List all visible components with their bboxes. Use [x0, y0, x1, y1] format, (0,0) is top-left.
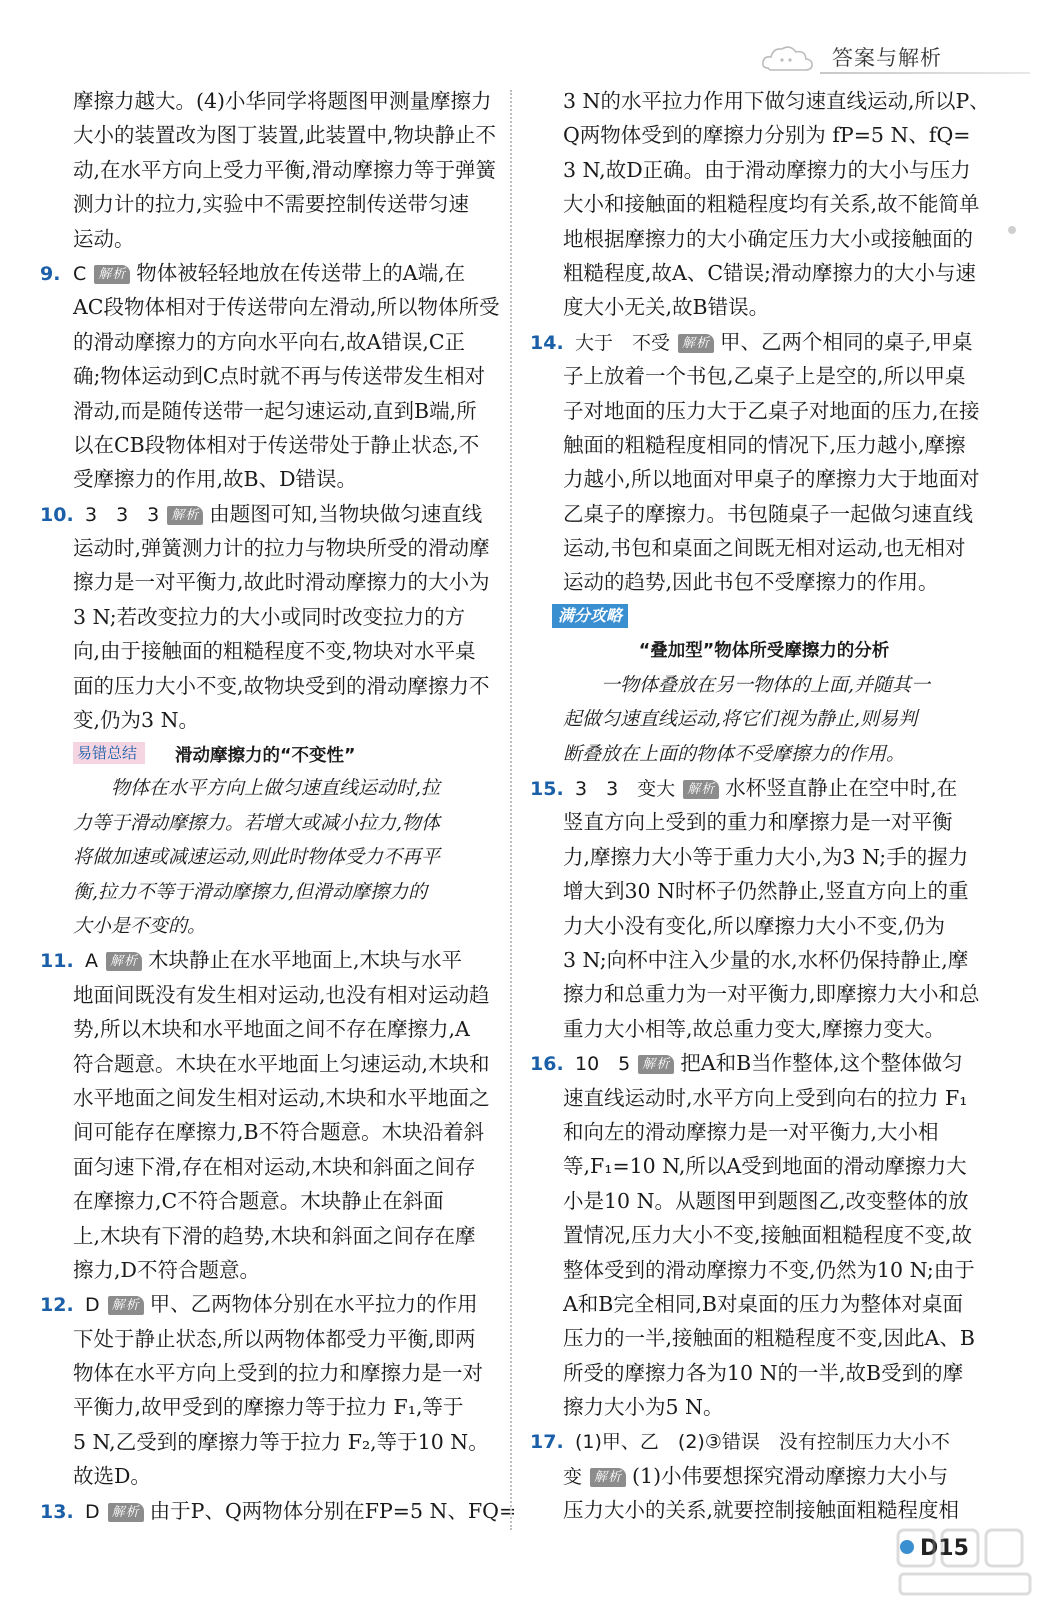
tip-text-line: 力等于滑动摩擦力。若增大或减小拉力,物体	[73, 811, 441, 834]
question-text: 甲、乙两个相同的桌子,甲桌	[720, 329, 973, 354]
jiexi-tag: 解析	[683, 780, 719, 799]
question-number: 14.	[530, 331, 564, 354]
question-line	[530, 325, 973, 359]
tip-text-line: 物体在水平方向上做匀速直线运动时,拉	[73, 777, 441, 800]
text-line: 符合题意。木块在水平地面上匀速运动,木块和	[73, 1051, 490, 1076]
text-line: 地根据摩擦力的大小确定压力大小或接触面的	[563, 226, 973, 251]
answer-text: 变	[563, 1465, 583, 1488]
text-line: 所受的摩擦力各为10 N的一半,故B受到的摩	[563, 1360, 964, 1385]
text-line: 面匀速下滑,存在相对运动,木块和斜面之间存	[73, 1154, 476, 1179]
answer-text: 3 3 变大	[575, 778, 676, 801]
answer-text: 10 5	[575, 1053, 631, 1076]
text-line: 力大小没有变化,所以摩擦力大小不变,仍为	[563, 913, 946, 938]
jiexi-tag: 解析	[106, 952, 142, 971]
tip-text-line: 将做加速或减速运动,则此时物体受力不再平	[73, 846, 441, 869]
question-number: 16.	[530, 1053, 564, 1076]
question-number: 15.	[530, 778, 564, 801]
text-line: 触面的粗糙程度相同的情况下,压力越小,摩擦	[563, 432, 966, 457]
text-line: 摩擦力越大。(4)小华同学将题图甲测量摩擦力	[73, 89, 492, 113]
jiexi-tag: 解析	[94, 265, 130, 284]
jiexi-tag: 解析	[638, 1055, 674, 1074]
right-column	[530, 84, 990, 1528]
text-line: 子上放着一个书包,乙桌子上是空的,所以甲桌	[563, 364, 966, 389]
question-text: 把A和B当作整体,这个整体做匀	[680, 1051, 963, 1076]
text-line: 度大小无关,故B错误。	[563, 295, 770, 320]
question-text: 由于P、Q两物体分别在FP=5 N、FQ=	[149, 1498, 517, 1523]
text-line: 故选D。	[73, 1464, 151, 1489]
text-line: AC段物体相对于传送带向左滑动,所以物体所受	[73, 295, 500, 320]
text-line: 大小的装置改为图丁装置,此装置中,物块静止不	[73, 123, 497, 148]
text-line: A和B完全相同,B对桌面的压力为整体对桌面	[563, 1291, 963, 1316]
question-number: 9.	[40, 262, 61, 285]
tip-text-line: 一物体叠放在另一物体的上面,并随其一	[563, 673, 931, 696]
text-line	[530, 1459, 965, 1493]
jiexi-tag: 解析	[167, 506, 203, 525]
text-line: 运动时,弹簧测力计的拉力与物块所受的滑动摩	[73, 536, 490, 561]
text-line: 小是10 N。从题图甲到题图乙,改变整体的放	[563, 1188, 969, 1213]
text-line: 运动,书包和桌面之间既无相对运动,也无相对	[563, 536, 966, 561]
text-line: 势,所以木块和水平地面之间不存在摩擦力,A	[73, 1017, 470, 1042]
answer-text: (1)甲、乙 (2)③错误 没有控制压力大小不	[575, 1431, 950, 1454]
text-line: 速直线运动时,水平方向上受到向右的拉力 F₁	[563, 1085, 968, 1110]
strategy-box-heading: “叠加型”物体所受摩擦力的分析	[638, 640, 890, 661]
question-line	[530, 1424, 965, 1458]
text-line: 面的压力大小不变,故物块受到的滑动摩擦力不	[73, 673, 490, 698]
text-line: 确;物体运动到C点时就不再与传送带发生相对	[73, 364, 486, 389]
jiexi-tag: 解析	[590, 1468, 626, 1487]
error-summary-label: 易错总结	[73, 742, 145, 764]
text-line: 下处于静止状态,所以两物体都受力平衡,即两	[73, 1326, 476, 1351]
text-line: 的滑动摩擦力的方向水平向右,故A错误,C正	[73, 329, 466, 354]
left-column	[40, 84, 517, 1528]
text-line: 动,在水平方向上受力平衡,滑动摩擦力等于弹簧	[73, 157, 497, 182]
text-line: 压力的一半,接触面的粗糙程度不变,因此A、B	[563, 1326, 975, 1351]
text-line: 等,F₁=10 N,所以A受到地面的滑动摩擦力大	[563, 1154, 967, 1179]
question-text: 木块静止在水平地面上,木块与水平	[148, 948, 463, 973]
strategy-box-title	[530, 600, 965, 634]
question-line	[530, 1046, 965, 1080]
analysis-text: (1)小伟要想探究滑动摩擦力大小与	[632, 1463, 949, 1488]
tip-text-line: 大小是不变的。	[73, 914, 207, 937]
text-line: 子对地面的压力大于乙桌子对地面的压力,在接	[563, 398, 980, 423]
text-line: 置情况,压力大小不变,接触面粗糙程度不变,故	[563, 1223, 973, 1248]
text-line: 间可能存在摩擦力,B不符合题意。木块沿着斜	[73, 1120, 485, 1145]
question-number: 10.	[40, 503, 74, 526]
jiexi-tag: 解析	[108, 1503, 144, 1522]
text-line: 向,由于接触面的粗糙程度不变,物块对水平桌	[73, 639, 476, 664]
text-line: 力,摩擦力大小等于重力大小,为3 N;手的握力	[563, 844, 969, 869]
column-divider	[510, 90, 512, 1530]
answer-text: 大于 不受	[575, 331, 671, 354]
text-line: 和向左的滑动摩擦力是一对平衡力,大小相	[563, 1119, 939, 1144]
header-title: 答案与解析	[832, 46, 942, 70]
text-line: 整体受到的滑动摩擦力不变,仍然为10 N;由于	[563, 1257, 975, 1282]
cloud-icon	[760, 38, 816, 78]
text-line: 地面间既没有发生相对运动,也没有相对运动趋	[73, 982, 490, 1007]
text-line: 粗糙程度,故A、C错误;滑动摩擦力的大小与速	[563, 260, 976, 285]
question-line	[40, 256, 475, 290]
text-line: 运动。	[73, 226, 135, 251]
page-number-text: D15	[920, 1536, 969, 1561]
text-line: 上,木块有下滑的趋势,木块和斜面之间存在摩	[73, 1223, 476, 1248]
question-number: 12.	[40, 1294, 74, 1317]
question-text: 甲、乙两物体分别在水平拉力的作用	[149, 1292, 478, 1317]
text-line: 3 N的水平拉力作用下做匀速直线运动,所以P、	[563, 89, 990, 113]
answer-text: C	[73, 262, 87, 285]
text-line: 在摩擦力,C不符合题意。木块静止在斜面	[73, 1189, 444, 1214]
question-text: 水杯竖直静止在空中时,在	[725, 776, 958, 801]
text-line: 受摩擦力的作用,故B、D错误。	[73, 467, 358, 492]
text-line: 竖直方向上受到的重力和摩擦力是一对平衡	[563, 810, 953, 835]
answer-text: D	[85, 1500, 100, 1523]
tip-text-line: 起做匀速直线运动,将它们视为静止,则易判	[563, 708, 918, 731]
text-line: 大小和接触面的粗糙程度均有关系,故不能简单	[563, 192, 980, 217]
text-line: 擦力,D不符合题意。	[73, 1257, 260, 1282]
answer-text: 3 3 3	[85, 503, 160, 526]
text-line: 擦力是一对平衡力,故此时滑动摩擦力的大小为	[73, 570, 490, 595]
full-score-label: 满分攻略	[552, 604, 628, 628]
text-line: 3 N;若改变拉力的大小或同时改变拉力的方	[73, 604, 466, 629]
question-number: 13.	[40, 1500, 74, 1523]
question-line	[40, 1287, 478, 1321]
question-line	[40, 497, 483, 531]
text-line: 3 N;向杯中注入少量的水,水杯仍保持静止,摩	[563, 947, 969, 972]
question-line	[40, 1494, 517, 1528]
question-line	[40, 943, 475, 977]
watermark-logo	[890, 1520, 1050, 1600]
question-line	[530, 771, 965, 805]
text-line: 滑动,而是随传送带一起匀速运动,直到B端,所	[73, 398, 477, 423]
page-header	[760, 38, 1010, 82]
question-text: 由题图可知,当物块做匀速直线	[209, 501, 483, 526]
text-line: 重力大小相等,故总重力变大,摩擦力变大。	[563, 1016, 946, 1041]
text-line: 擦力大小为5 N。	[563, 1395, 724, 1420]
margin-dot	[1008, 226, 1016, 234]
question-number: 11.	[40, 950, 74, 973]
text-line: 5 N,乙受到的摩擦力等于拉力 F₂,等于10 N。	[73, 1429, 489, 1454]
answer-text: A	[85, 950, 98, 973]
jiexi-tag: 解析	[108, 1296, 144, 1315]
text-line: 增大到30 N时杯子仍然静止,竖直方向上的重	[563, 879, 969, 904]
tip-text-line: 衡,拉力不等于滑动摩擦力,但滑动摩擦力的	[73, 880, 428, 903]
text-line: 物体在水平方向上受到的拉力和摩擦力是一对	[73, 1361, 483, 1386]
text-line: 3 N,故D正确。由于滑动摩擦力的大小与压力	[563, 157, 971, 182]
text-line: 擦力和总重力为一对平衡力,即摩擦力大小和总	[563, 982, 980, 1007]
text-line: 以在CB段物体相对于传送带处于静止状态,不	[73, 432, 480, 457]
text-line: 运动的趋势,因此书包不受摩擦力的作用。	[563, 570, 939, 595]
text-line: 平衡力,故甲受到的摩擦力等于拉力 F₁,等于	[73, 1395, 464, 1420]
text-line: 乙桌子的摩擦力。书包随桌子一起做匀速直线	[563, 501, 973, 526]
header-rule	[820, 72, 1030, 74]
text-line: 水平地面之间发生相对运动,木块和水平地面之	[73, 1085, 490, 1110]
text-line: 压力大小的关系,就要控制接触面粗糙程度相	[563, 1498, 960, 1523]
question-number: 17.	[530, 1431, 564, 1454]
tip-box-heading: 滑动摩擦力的“不变性”	[175, 746, 356, 767]
jiexi-tag: 解析	[678, 334, 714, 353]
answer-text: D	[85, 1294, 100, 1317]
question-text: 物体被轻轻地放在传送带上的A端,在	[136, 260, 466, 285]
text-line: 力越小,所以地面对甲桌子的摩擦力大于地面对	[563, 467, 980, 492]
text-line: 测力计的拉力,实验中不需要控制传送带匀速	[73, 192, 470, 217]
text-line: Q两物体受到的摩擦力分别为 fP=5 N、fQ=	[563, 123, 971, 148]
tip-box-title	[40, 737, 475, 771]
text-line: 变,仍为3 N。	[73, 708, 200, 733]
tip-text-line: 断叠放在上面的物体不受摩擦力的作用。	[563, 742, 906, 765]
